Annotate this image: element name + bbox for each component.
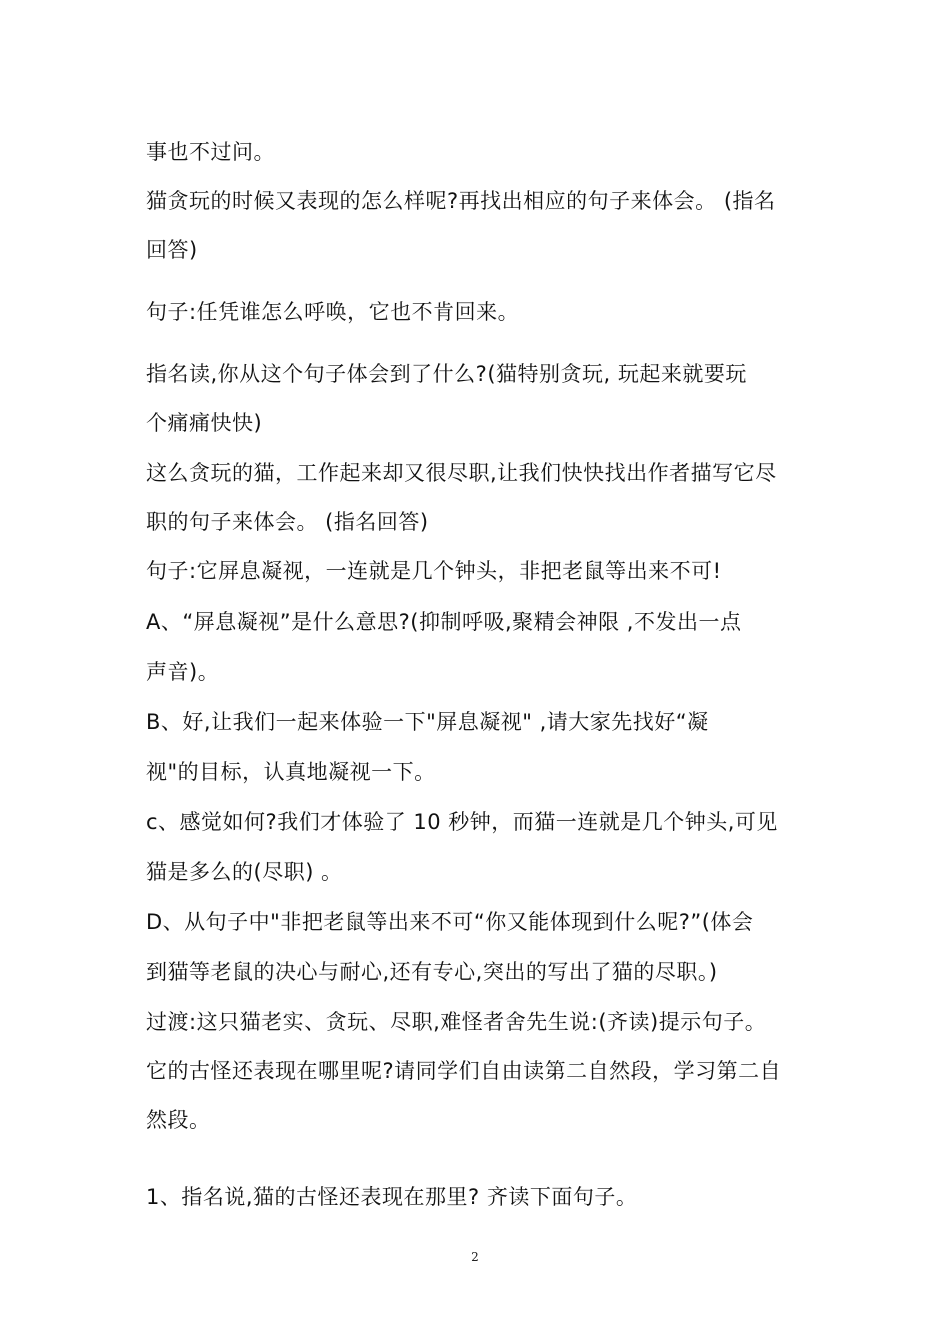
text-line: 句子:任凭谁怎么呼唤，它也不肯回来。 <box>146 300 520 324</box>
text-line: 猫是多么的(尽职) 。 <box>146 860 343 884</box>
text-line: 1、指名说,猫的古怪还表现在那里? 齐读下面句子。 <box>146 1185 638 1209</box>
text-line: 回答) <box>146 238 198 262</box>
text-line: 句子:它屏息凝视，一连就是几个钟头，非把老鼠等出来不可! <box>146 559 722 583</box>
text-line: A、“屏息凝视”是什么意思?(抑制呼吸,聚精会神限 ,不发出一点 <box>146 610 742 634</box>
text-line: B、好,让我们一起来体验一下"屏息凝视" ,请大家先找好“凝 <box>146 710 709 734</box>
text-line: 职的句子来体会。 (指名回答) <box>146 510 429 534</box>
text-line: 声音)。 <box>146 660 220 684</box>
text-line: 事也不过问。 <box>146 140 275 164</box>
page-number: 2 <box>471 1250 479 1264</box>
text-line: 它的古怪还表现在哪里呢?请同学们自由读第二自然段，学习第二自 <box>146 1059 782 1083</box>
text-line: 过渡:这只猫老实、贪玩、尽职,难怪者舍先生说:(齐读)提示句子。 <box>146 1010 767 1034</box>
text-line: 这么贪玩的猫，工作起来却又很尽职,让我们快快找出作者描写它尽 <box>146 461 777 485</box>
text-line: 然段。 <box>146 1108 211 1132</box>
text-line: 视"的目标，认真地凝视一下。 <box>146 760 436 784</box>
text-line: D、从句子中"非把老鼠等出来不可“你又能体现到什么呢?”(体会 <box>146 910 754 934</box>
text-line: 指名读,你从这个句子体会到了什么?(猫特别贪玩, 玩起来就要玩 <box>146 362 747 386</box>
text-line: 猫贪玩的时候又表现的怎么样呢?再找出相应的句子来体会。 (指名 <box>146 189 776 213</box>
text-line: 到猫等老鼠的决心与耐心,还有专心,突出的写出了猫的尽职。) <box>146 960 718 984</box>
text-line: c、感觉如何?我们才体验了 10 秒钟，而猫一连就是几个钟头,可见 <box>146 810 778 834</box>
text-line: 个痛痛快快) <box>146 411 263 435</box>
